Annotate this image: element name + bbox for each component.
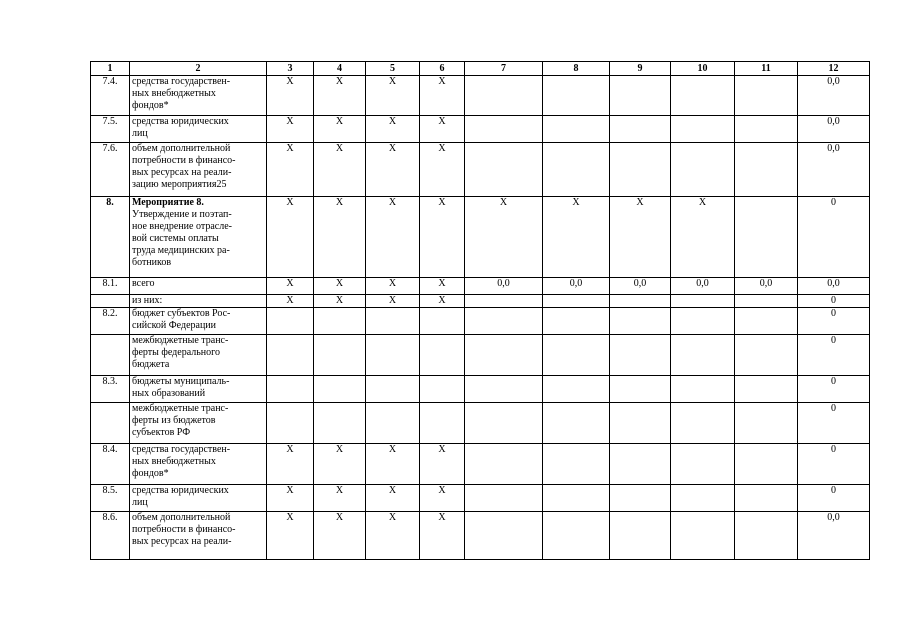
value-cell bbox=[671, 143, 735, 197]
value-cell: 0,0 bbox=[543, 278, 610, 295]
table-row bbox=[91, 197, 870, 278]
value-cell: X bbox=[314, 76, 366, 116]
value-cell: X bbox=[420, 116, 465, 143]
value-cell bbox=[465, 403, 543, 444]
table-row bbox=[91, 295, 870, 308]
value-cell bbox=[735, 335, 798, 376]
row-title: Мероприятие 8. bbox=[132, 197, 204, 208]
value-cell: X bbox=[366, 116, 420, 143]
row-label: бюджеты муниципаль- ных образований bbox=[130, 376, 267, 403]
row-number: 7.5. bbox=[91, 116, 130, 143]
value-cell: X bbox=[671, 197, 735, 278]
value-cell bbox=[366, 376, 420, 403]
table-row bbox=[91, 308, 870, 335]
value-cell: 0,0 bbox=[798, 143, 870, 197]
value-cell bbox=[610, 76, 671, 116]
value-cell: X bbox=[366, 278, 420, 295]
value-cell bbox=[543, 335, 610, 376]
value-cell bbox=[465, 376, 543, 403]
value-cell: X bbox=[314, 295, 366, 308]
row-number bbox=[91, 335, 130, 376]
row-label: средства юридических лиц bbox=[130, 116, 267, 143]
value-cell: X bbox=[366, 197, 420, 278]
value-cell bbox=[420, 335, 465, 376]
value-cell bbox=[735, 403, 798, 444]
value-cell: 0 bbox=[798, 335, 870, 376]
value-cell bbox=[543, 308, 610, 335]
value-cell: 0 bbox=[798, 308, 870, 335]
value-cell bbox=[610, 403, 671, 444]
row-number: 7.4. bbox=[91, 76, 130, 116]
table-row bbox=[91, 485, 870, 512]
value-cell: X bbox=[420, 197, 465, 278]
value-cell bbox=[610, 376, 671, 403]
value-cell: 0 bbox=[798, 376, 870, 403]
table-body bbox=[91, 62, 870, 560]
row-label: бюджет субъектов Рос- сийской Федерации bbox=[130, 308, 267, 335]
table-row bbox=[91, 335, 870, 376]
value-cell: X bbox=[420, 512, 465, 560]
value-cell: X bbox=[314, 512, 366, 560]
value-cell bbox=[610, 335, 671, 376]
value-cell: X bbox=[420, 76, 465, 116]
row-number: 8.2. bbox=[91, 308, 130, 335]
row-description: Утверждение и поэтап- ное внедрение отрасле- вой системы оплаты труда медицинских ра- ботников bbox=[132, 209, 232, 268]
value-cell bbox=[267, 403, 314, 444]
row-number bbox=[91, 295, 130, 308]
value-cell: 0 bbox=[798, 295, 870, 308]
value-cell bbox=[420, 308, 465, 335]
value-cell bbox=[543, 485, 610, 512]
value-cell bbox=[671, 335, 735, 376]
row-label: всего bbox=[130, 278, 267, 295]
value-cell: 0,0 bbox=[798, 278, 870, 295]
value-cell: X bbox=[267, 197, 314, 278]
header-cell: 7 bbox=[465, 62, 543, 76]
value-cell bbox=[465, 295, 543, 308]
value-cell bbox=[610, 143, 671, 197]
value-cell bbox=[735, 308, 798, 335]
value-cell bbox=[465, 335, 543, 376]
value-cell bbox=[735, 197, 798, 278]
value-cell: X bbox=[267, 278, 314, 295]
financing-table bbox=[90, 61, 870, 560]
value-cell bbox=[671, 376, 735, 403]
value-cell: 0,0 bbox=[798, 512, 870, 560]
value-cell: 0,0 bbox=[610, 278, 671, 295]
value-cell bbox=[671, 403, 735, 444]
value-cell: 0,0 bbox=[798, 76, 870, 116]
value-cell bbox=[366, 335, 420, 376]
value-cell: X bbox=[420, 278, 465, 295]
row-number: 8.5. bbox=[91, 485, 130, 512]
value-cell: X bbox=[366, 444, 420, 485]
value-cell bbox=[735, 116, 798, 143]
header-cell: 8 bbox=[543, 62, 610, 76]
table-row bbox=[91, 116, 870, 143]
value-cell: X bbox=[267, 143, 314, 197]
value-cell bbox=[610, 116, 671, 143]
value-cell bbox=[543, 143, 610, 197]
value-cell bbox=[610, 485, 671, 512]
header-cell: 9 bbox=[610, 62, 671, 76]
row-label: межбюджетные транс- ферты из бюджетов субъектов РФ bbox=[130, 403, 267, 444]
value-cell bbox=[465, 444, 543, 485]
value-cell: X bbox=[366, 485, 420, 512]
table-row bbox=[91, 512, 870, 560]
value-cell bbox=[314, 403, 366, 444]
row-label: средства юридических лиц bbox=[130, 485, 267, 512]
value-cell bbox=[610, 295, 671, 308]
header-row bbox=[91, 62, 870, 76]
value-cell bbox=[671, 444, 735, 485]
value-cell bbox=[314, 376, 366, 403]
row-number: 7.6. bbox=[91, 143, 130, 197]
row-number: 8. bbox=[91, 197, 130, 278]
value-cell bbox=[735, 376, 798, 403]
value-cell bbox=[735, 295, 798, 308]
value-cell: X bbox=[314, 143, 366, 197]
value-cell: X bbox=[366, 76, 420, 116]
value-cell bbox=[465, 116, 543, 143]
value-cell bbox=[465, 143, 543, 197]
row-number: 8.6. bbox=[91, 512, 130, 560]
value-cell bbox=[735, 485, 798, 512]
value-cell: X bbox=[366, 143, 420, 197]
value-cell bbox=[267, 335, 314, 376]
row-label: межбюджетные транс- ферты федерального бюджета bbox=[130, 335, 267, 376]
value-cell bbox=[420, 403, 465, 444]
table-row bbox=[91, 403, 870, 444]
value-cell bbox=[314, 308, 366, 335]
row-label: средства государствен- ных внебюджетных фондов* bbox=[130, 76, 267, 116]
value-cell bbox=[610, 512, 671, 560]
value-cell: X bbox=[420, 295, 465, 308]
value-cell bbox=[671, 76, 735, 116]
value-cell bbox=[735, 512, 798, 560]
value-cell: X bbox=[267, 485, 314, 512]
value-cell bbox=[671, 308, 735, 335]
value-cell: 0 bbox=[798, 444, 870, 485]
value-cell: X bbox=[366, 295, 420, 308]
table-row bbox=[91, 376, 870, 403]
row-label: объем дополнительной потребности в финансо- вых ресурсах на реали- зацию мероприятия25 bbox=[130, 143, 267, 197]
value-cell bbox=[465, 308, 543, 335]
value-cell bbox=[610, 308, 671, 335]
table-row bbox=[91, 143, 870, 197]
value-cell bbox=[543, 444, 610, 485]
row-label: объем дополнительной потребности в финансо- вых ресурсах на реали- bbox=[130, 512, 267, 560]
value-cell: X bbox=[465, 197, 543, 278]
value-cell: X bbox=[314, 116, 366, 143]
value-cell: X bbox=[543, 197, 610, 278]
value-cell: X bbox=[314, 278, 366, 295]
value-cell: X bbox=[267, 295, 314, 308]
header-cell: 5 bbox=[366, 62, 420, 76]
value-cell bbox=[543, 512, 610, 560]
header-cell: 4 bbox=[314, 62, 366, 76]
value-cell bbox=[735, 444, 798, 485]
value-cell: X bbox=[314, 197, 366, 278]
value-cell: X bbox=[420, 485, 465, 512]
value-cell: X bbox=[314, 444, 366, 485]
value-cell: X bbox=[420, 143, 465, 197]
row-label: средства государствен- ных внебюджетных фондов* bbox=[130, 444, 267, 485]
header-cell: 10 bbox=[671, 62, 735, 76]
value-cell bbox=[465, 485, 543, 512]
value-cell bbox=[671, 485, 735, 512]
value-cell bbox=[543, 295, 610, 308]
value-cell bbox=[671, 116, 735, 143]
value-cell bbox=[366, 403, 420, 444]
value-cell: X bbox=[267, 444, 314, 485]
value-cell bbox=[267, 376, 314, 403]
value-cell: 0 bbox=[798, 485, 870, 512]
value-cell: 0 bbox=[798, 403, 870, 444]
value-cell bbox=[610, 444, 671, 485]
value-cell: X bbox=[267, 116, 314, 143]
table-row bbox=[91, 76, 870, 116]
value-cell: X bbox=[610, 197, 671, 278]
header-cell: 1 bbox=[91, 62, 130, 76]
table-row bbox=[91, 278, 870, 295]
value-cell bbox=[543, 116, 610, 143]
value-cell bbox=[735, 76, 798, 116]
value-cell: 0,0 bbox=[465, 278, 543, 295]
value-cell: X bbox=[420, 444, 465, 485]
row-label bbox=[130, 197, 267, 278]
row-number bbox=[91, 403, 130, 444]
value-cell: X bbox=[314, 485, 366, 512]
value-cell: X bbox=[267, 76, 314, 116]
value-cell: X bbox=[267, 512, 314, 560]
header-cell: 2 bbox=[130, 62, 267, 76]
value-cell bbox=[543, 76, 610, 116]
row-number: 8.4. bbox=[91, 444, 130, 485]
value-cell: 0,0 bbox=[735, 278, 798, 295]
row-number: 8.1. bbox=[91, 278, 130, 295]
table-row bbox=[91, 444, 870, 485]
value-cell bbox=[267, 308, 314, 335]
value-cell: 0 bbox=[798, 197, 870, 278]
header-cell: 11 bbox=[735, 62, 798, 76]
value-cell bbox=[314, 335, 366, 376]
value-cell bbox=[735, 143, 798, 197]
value-cell bbox=[671, 512, 735, 560]
value-cell bbox=[543, 376, 610, 403]
value-cell bbox=[671, 295, 735, 308]
value-cell bbox=[420, 376, 465, 403]
row-number: 8.3. bbox=[91, 376, 130, 403]
value-cell: X bbox=[366, 512, 420, 560]
value-cell bbox=[366, 308, 420, 335]
header-cell: 3 bbox=[267, 62, 314, 76]
value-cell bbox=[465, 76, 543, 116]
value-cell bbox=[543, 403, 610, 444]
value-cell: 0,0 bbox=[798, 116, 870, 143]
value-cell: 0,0 bbox=[671, 278, 735, 295]
row-label: из них: bbox=[130, 295, 267, 308]
header-cell: 12 bbox=[798, 62, 870, 76]
value-cell bbox=[465, 512, 543, 560]
header-cell: 6 bbox=[420, 62, 465, 76]
